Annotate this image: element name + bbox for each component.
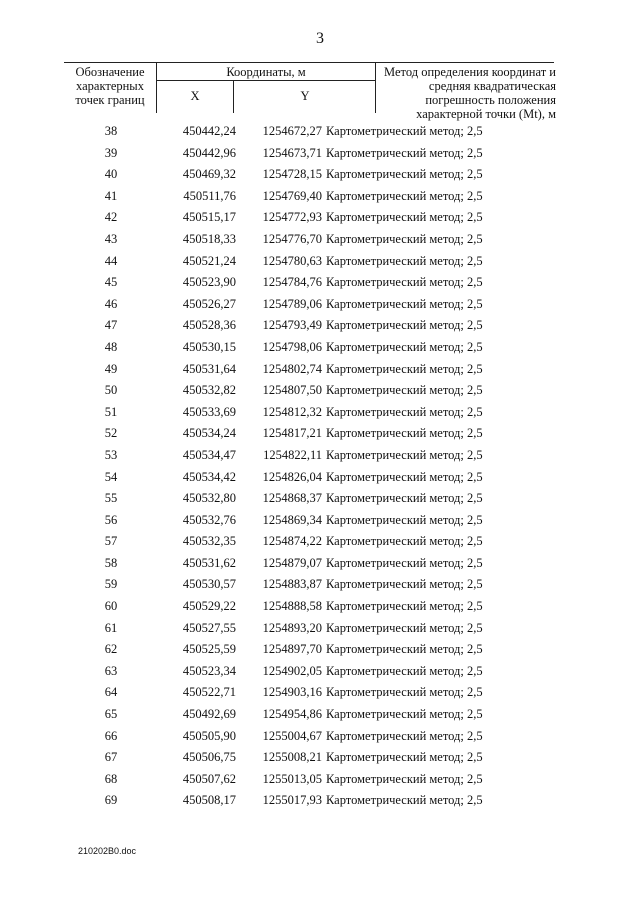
coord-y: 1255013,05 <box>262 771 322 786</box>
method-accuracy: Картометрический метод; 2,5 <box>326 318 483 333</box>
coord-y: 1254883,87 <box>262 577 322 592</box>
table-row <box>0 704 640 726</box>
coord-y: 1254784,76 <box>262 275 322 290</box>
header-y-cell <box>233 81 376 113</box>
coord-y: 1254954,86 <box>262 707 322 722</box>
method-accuracy: Картометрический метод; 2,5 <box>326 599 483 614</box>
method-accuracy: Картометрический метод; 2,5 <box>326 469 483 484</box>
header-coordinates: Координаты, м <box>157 65 375 81</box>
method-accuracy: Картометрический метод; 2,5 <box>326 491 483 506</box>
table-row <box>0 337 640 359</box>
coord-y: 1254672,27 <box>262 124 322 138</box>
method-accuracy: Картометрический метод; 2,5 <box>326 404 483 419</box>
coord-x: 450531,62 <box>182 555 236 570</box>
coord-y: 1254807,50 <box>262 383 322 398</box>
table-row <box>0 618 640 640</box>
coord-x: 450518,33 <box>182 231 236 246</box>
method-accuracy: Картометрический метод; 2,5 <box>326 124 483 138</box>
table-row <box>0 359 640 381</box>
table-row <box>0 423 640 445</box>
coord-x: 450469,32 <box>182 167 236 182</box>
coord-x: 450527,55 <box>182 620 236 635</box>
coord-y: 1254798,06 <box>262 339 322 354</box>
method-accuracy: Картометрический метод; 2,5 <box>326 253 483 268</box>
coord-x: 450532,80 <box>182 491 236 506</box>
coord-y: 1254897,70 <box>262 642 322 657</box>
coord-y: 1254869,34 <box>262 512 322 527</box>
point-number: 39 <box>104 145 118 160</box>
method-accuracy: Картометрический метод; 2,5 <box>326 534 483 549</box>
table-row <box>0 294 640 316</box>
point-number: 41 <box>104 188 118 203</box>
table-row <box>0 639 640 661</box>
point-number: 45 <box>104 275 118 290</box>
table-row <box>0 164 640 186</box>
coord-x: 450533,69 <box>182 404 236 419</box>
coord-y: 1255004,67 <box>262 728 322 743</box>
coord-x: 450529,22 <box>182 599 236 614</box>
method-accuracy: Картометрический метод; 2,5 <box>326 426 483 441</box>
coord-x: 450534,47 <box>182 447 236 462</box>
table-row <box>0 553 640 575</box>
point-number: 53 <box>104 447 118 462</box>
coord-x: 450532,82 <box>182 383 236 398</box>
table-row <box>0 380 640 402</box>
coord-x: 450507,62 <box>182 771 236 786</box>
coord-y: 1254776,70 <box>262 231 322 246</box>
header-x: X <box>190 89 200 103</box>
method-accuracy: Картометрический метод; 2,5 <box>326 793 483 808</box>
table-row <box>0 531 640 553</box>
point-number: 40 <box>104 167 118 182</box>
method-accuracy: Картометрический метод; 2,5 <box>326 707 483 722</box>
coord-y: 1254902,05 <box>262 663 322 678</box>
coord-y: 1254812,32 <box>262 404 322 419</box>
point-number: 62 <box>104 642 118 657</box>
table-row <box>0 186 640 208</box>
method-accuracy: Картометрический метод; 2,5 <box>326 447 483 462</box>
coord-x: 450530,15 <box>182 339 236 354</box>
table-row <box>0 790 640 812</box>
table-row <box>0 488 640 510</box>
method-accuracy: Картометрический метод; 2,5 <box>326 231 483 246</box>
method-accuracy: Картометрический метод; 2,5 <box>326 188 483 203</box>
point-number: 43 <box>104 231 118 246</box>
table-row <box>0 726 640 748</box>
coord-y: 1254673,71 <box>262 145 322 160</box>
coord-x: 450506,75 <box>182 750 236 765</box>
point-number: 49 <box>104 361 118 376</box>
point-number: 63 <box>104 663 118 678</box>
table-row <box>0 682 640 704</box>
coord-x: 450534,24 <box>182 426 236 441</box>
method-accuracy: Картометрический метод; 2,5 <box>326 383 483 398</box>
file-name-footer: 210202B0.doc <box>78 846 137 856</box>
coord-y: 1254826,04 <box>262 469 322 484</box>
point-number: 58 <box>104 555 118 570</box>
method-accuracy: Картометрический метод; 2,5 <box>326 750 483 765</box>
table-row <box>0 402 640 424</box>
point-number: 65 <box>104 707 118 722</box>
header-point-designation: Обозначение характерных точек границ <box>75 65 145 107</box>
point-number: 47 <box>104 318 118 333</box>
table-row <box>0 596 640 618</box>
point-number: 59 <box>104 577 118 592</box>
method-accuracy: Картометрический метод; 2,5 <box>326 296 483 311</box>
table-header <box>64 62 556 121</box>
coord-x: 450492,69 <box>182 707 236 722</box>
table-row <box>0 510 640 532</box>
coord-y: 1254903,16 <box>262 685 322 700</box>
coord-x: 450511,76 <box>183 188 236 203</box>
coord-y: 1254769,40 <box>262 188 322 203</box>
method-accuracy: Картометрический метод; 2,5 <box>326 728 483 743</box>
table-row <box>0 121 640 143</box>
table-row <box>0 574 640 596</box>
point-number: 48 <box>104 339 118 354</box>
table-row <box>0 747 640 769</box>
point-number: 52 <box>104 426 118 441</box>
method-accuracy: Картометрический метод; 2,5 <box>326 361 483 376</box>
coord-x: 450505,90 <box>182 728 236 743</box>
coordinates-table-body <box>0 121 640 812</box>
point-number: 68 <box>104 771 118 786</box>
method-accuracy: Картометрический метод; 2,5 <box>326 145 483 160</box>
header-coordinates-group <box>156 63 376 113</box>
method-accuracy: Картометрический метод; 2,5 <box>326 685 483 700</box>
method-accuracy: Картометрический метод; 2,5 <box>326 555 483 570</box>
coord-y: 1254793,49 <box>262 318 322 333</box>
table-row <box>0 661 640 683</box>
table-row <box>0 251 640 273</box>
method-accuracy: Картометрический метод; 2,5 <box>326 577 483 592</box>
coord-x: 450526,27 <box>182 296 236 311</box>
coord-x: 450525,59 <box>182 642 236 657</box>
point-number: 46 <box>104 296 118 311</box>
table-row <box>0 445 640 467</box>
coord-x: 450442,96 <box>182 145 236 160</box>
coord-x: 450531,64 <box>182 361 236 376</box>
coord-x: 450530,57 <box>182 577 236 592</box>
coord-y: 1254868,37 <box>262 491 322 506</box>
coord-x: 450532,76 <box>182 512 236 527</box>
point-number: 69 <box>104 793 118 808</box>
coord-y: 1254789,06 <box>262 296 322 311</box>
coord-x: 450521,24 <box>182 253 236 268</box>
method-accuracy: Картометрический метод; 2,5 <box>326 167 483 182</box>
header-y: Y <box>300 89 310 103</box>
method-accuracy: Картометрический метод; 2,5 <box>326 275 483 290</box>
coord-y: 1255008,21 <box>262 750 322 765</box>
coord-x: 450508,17 <box>182 793 236 808</box>
table-row <box>0 467 640 489</box>
coord-x: 450515,17 <box>182 210 236 225</box>
coord-y: 1255017,93 <box>262 793 322 808</box>
point-number: 38 <box>104 124 118 138</box>
point-number: 61 <box>104 620 118 635</box>
coord-y: 1254772,93 <box>262 210 322 225</box>
table-row <box>0 769 640 791</box>
point-number: 44 <box>104 253 118 268</box>
coord-x: 450532,35 <box>182 534 236 549</box>
point-number: 67 <box>104 750 118 765</box>
header-method: Метод определения координат и средняя квадратическая погрешность положения характерной точки (Mt), м <box>384 65 556 121</box>
coord-x: 450442,24 <box>182 124 236 138</box>
point-number: 50 <box>104 383 118 398</box>
method-accuracy: Картометрический метод; 2,5 <box>326 663 483 678</box>
table-row <box>0 315 640 337</box>
method-accuracy: Картометрический метод; 2,5 <box>326 512 483 527</box>
point-number: 56 <box>104 512 118 527</box>
coord-x: 450523,34 <box>182 663 236 678</box>
coord-x: 450528,36 <box>182 318 236 333</box>
page-number: 3 <box>316 30 324 47</box>
point-number: 60 <box>104 599 118 614</box>
point-number: 55 <box>104 491 118 506</box>
coord-x: 450534,42 <box>182 469 236 484</box>
method-accuracy: Картометрический метод; 2,5 <box>326 642 483 657</box>
method-accuracy: Картометрический метод; 2,5 <box>326 771 483 786</box>
coord-x: 450523,90 <box>182 275 236 290</box>
coord-y: 1254802,74 <box>262 361 322 376</box>
coord-x: 450522,71 <box>182 685 236 700</box>
point-number: 64 <box>104 685 118 700</box>
coord-y: 1254822,11 <box>263 447 322 462</box>
method-accuracy: Картометрический метод; 2,5 <box>326 339 483 354</box>
table-row <box>0 143 640 165</box>
coord-y: 1254817,21 <box>262 426 322 441</box>
method-accuracy: Картометрический метод; 2,5 <box>326 210 483 225</box>
point-number: 66 <box>104 728 118 743</box>
coord-y: 1254888,58 <box>262 599 322 614</box>
table-row <box>0 272 640 294</box>
coord-y: 1254879,07 <box>262 555 322 570</box>
table-row <box>0 207 640 229</box>
point-number: 57 <box>104 534 118 549</box>
coord-y: 1254728,15 <box>262 167 322 182</box>
point-number: 51 <box>104 404 118 419</box>
coord-y: 1254780,63 <box>262 253 322 268</box>
method-accuracy: Картометрический метод; 2,5 <box>326 620 483 635</box>
coord-y: 1254893,20 <box>262 620 322 635</box>
table-row <box>0 229 640 251</box>
point-number: 42 <box>104 210 118 225</box>
point-number: 54 <box>104 469 118 484</box>
coord-y: 1254874,22 <box>262 534 322 549</box>
